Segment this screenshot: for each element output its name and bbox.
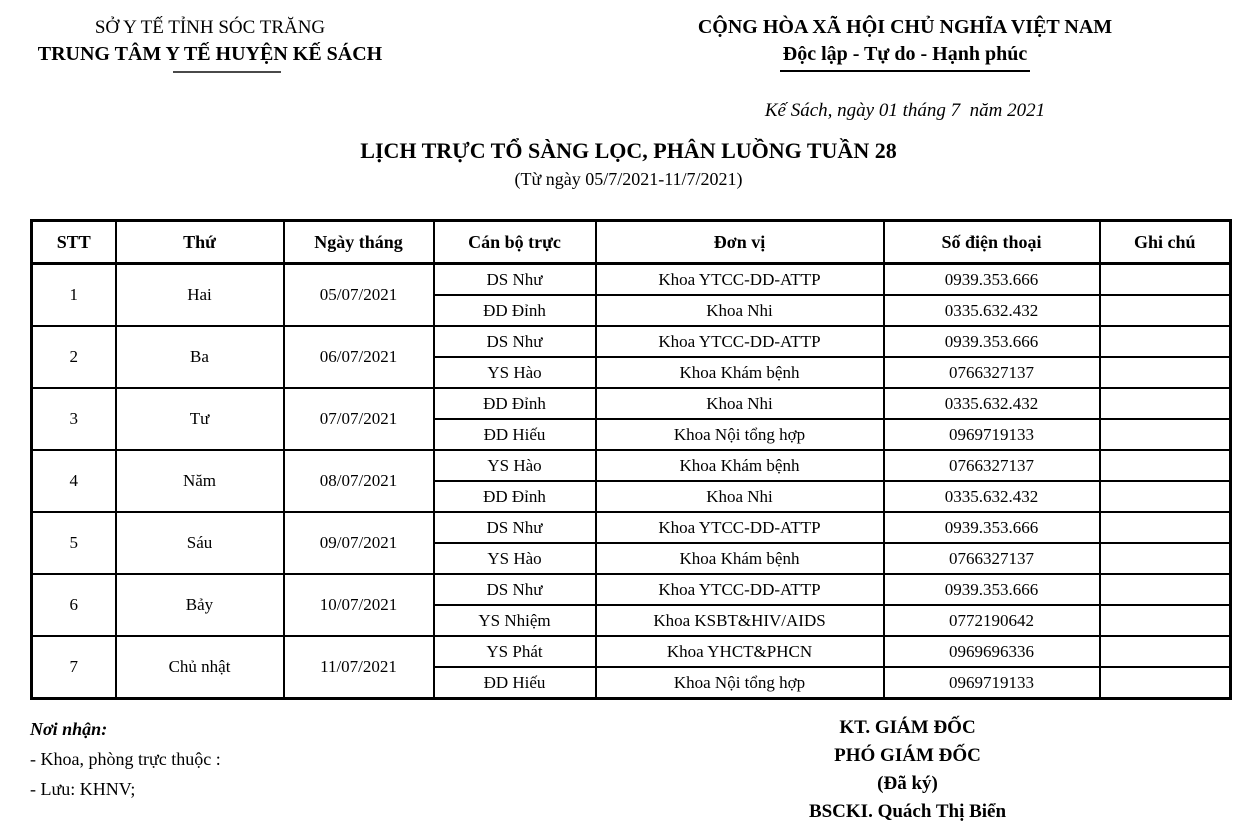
phone-cell: 0939.353.666 [884,512,1100,543]
staff-cell: YS Phát [434,636,596,667]
unit-cell: Khoa Nội tổng hợp [596,419,884,450]
schedule-table-body [32,264,1231,699]
phone-cell: 0969719133 [884,667,1100,699]
weekday-cell: Bảy [116,574,284,636]
phone-cell: 0939.353.666 [884,574,1100,605]
note-cell [1100,264,1231,296]
staff-cell: YS Hào [434,543,596,574]
staff-cell: ĐD Đỉnh [434,295,596,326]
unit-cell: Khoa YTCC-DD-ATTP [596,574,884,605]
signature-position: PHÓ GIÁM ĐỐC [834,745,981,766]
table-row [32,388,1231,419]
weekday-cell: Sáu [116,512,284,574]
note-cell [1100,512,1231,543]
signature-signed-note: (Đã ký) [877,773,938,794]
phone-cell: 0766327137 [884,543,1100,574]
date-cell: 07/07/2021 [284,388,434,450]
place-date-line: Kế Sách, ngày 01 tháng 7 năm 2021 [764,100,1046,121]
phone-cell: 0969696336 [884,636,1100,667]
unit-cell: Khoa KSBT&HIV/AIDS [596,605,884,636]
date-cell: 09/07/2021 [284,512,434,574]
table-row [32,574,1231,605]
recipients-heading: Nơi nhận: [30,719,108,739]
table-row [32,326,1231,357]
weekday-cell: Chủ nhật [116,636,284,699]
header-phone: Số điện thoại [884,221,1100,264]
note-cell [1100,543,1231,574]
note-cell [1100,388,1231,419]
document-title: LỊCH TRỰC TỔ SÀNG LỌC, PHÂN LUỒNG TUẦN 28 [360,138,897,163]
unit-cell: Khoa Khám bệnh [596,357,884,388]
note-cell [1100,574,1231,605]
unit-cell: Khoa YTCC-DD-ATTP [596,512,884,543]
date-cell: 06/07/2021 [284,326,434,388]
note-cell [1100,481,1231,512]
unit-cell: Khoa Nội tổng hợp [596,667,884,699]
note-cell [1100,636,1231,667]
phone-cell: 0335.632.432 [884,481,1100,512]
note-cell [1100,326,1231,357]
staff-cell: DS Như [434,574,596,605]
staff-cell: ĐD Đỉnh [434,481,596,512]
title-block [0,138,1257,191]
phone-cell: 0939.353.666 [884,326,1100,357]
org-underline [173,71,281,73]
unit-cell: Khoa Nhi [596,295,884,326]
phone-cell: 0939.353.666 [884,264,1100,296]
schedule-table-wrap [30,219,1232,700]
note-cell [1100,605,1231,636]
org-parent-name: SỞ Y TẾ TỈNH SÓC TRĂNG [94,17,326,38]
staff-cell: ĐD Hiếu [434,667,596,699]
unit-cell: Khoa YTCC-DD-ATTP [596,264,884,296]
motto-line: Độc lập - Tự do - Hạnh phúc [782,43,1028,65]
recipients-line: - Lưu: KHNV; [30,779,136,799]
staff-cell: DS Như [434,264,596,296]
unit-cell: Khoa Nhi [596,481,884,512]
header-note: Ghi chú [1100,221,1231,264]
table-row [32,264,1231,296]
date-cell: 08/07/2021 [284,450,434,512]
unit-cell: Khoa YHCT&PHCN [596,636,884,667]
signature-authority: KT. GIÁM ĐỐC [839,717,976,738]
document-subtitle: (Từ ngày 05/7/2021-11/7/2021) [514,169,743,189]
unit-cell: Khoa YTCC-DD-ATTP [596,326,884,357]
date-cell: 05/07/2021 [284,264,434,327]
country-line: CỘNG HÒA XÃ HỘI CHỦ NGHĨA VIỆT NAM [697,16,1113,38]
staff-cell: DS Như [434,326,596,357]
header-date: Ngày tháng [284,221,434,264]
phone-cell: 0335.632.432 [884,295,1100,326]
weekday-cell: Tư [116,388,284,450]
note-cell [1100,667,1231,699]
note-cell [1100,357,1231,388]
note-cell [1100,419,1231,450]
recipients-line: - Khoa, phòng trực thuộc : [30,749,221,769]
phone-cell: 0772190642 [884,605,1100,636]
stt-cell: 7 [32,636,116,699]
stt-cell: 1 [32,264,116,327]
note-cell [1100,450,1231,481]
header-stt: STT [32,221,116,264]
date-cell: 11/07/2021 [284,636,434,699]
date-cell: 10/07/2021 [284,574,434,636]
header-staff: Cán bộ trực [434,221,596,264]
staff-cell: YS Hào [434,450,596,481]
table-header-row [32,221,1231,264]
recipients-block [30,714,221,804]
phone-cell: 0766327137 [884,357,1100,388]
phone-cell: 0335.632.432 [884,388,1100,419]
signature-signer: BSCKI. Quách Thị Biển [808,801,1007,822]
org-name: TRUNG TÂM Y TẾ HUYỆN KẾ SÁCH [37,43,383,65]
stt-cell: 2 [32,326,116,388]
header-weekday: Thứ [116,221,284,264]
staff-cell: YS Nhiệm [434,605,596,636]
phone-cell: 0766327137 [884,450,1100,481]
staff-cell: DS Như [434,512,596,543]
table-row [32,450,1231,481]
staff-cell: ĐD Hiếu [434,419,596,450]
table-row [32,636,1231,667]
weekday-cell: Ba [116,326,284,388]
national-header-block [680,14,1130,72]
staff-cell: YS Hào [434,357,596,388]
motto-underline [780,70,1030,72]
weekday-cell: Năm [116,450,284,512]
signature-block [690,714,1125,826]
schedule-table [30,219,1232,700]
weekday-cell: Hai [116,264,284,327]
staff-cell: ĐD Đỉnh [434,388,596,419]
stt-cell: 6 [32,574,116,636]
stt-cell: 5 [32,512,116,574]
stt-cell: 4 [32,450,116,512]
stt-cell: 3 [32,388,116,450]
unit-cell: Khoa Khám bệnh [596,450,884,481]
org-header-block [10,14,410,73]
unit-cell: Khoa Nhi [596,388,884,419]
header-unit: Đơn vị [596,221,884,264]
note-cell [1100,295,1231,326]
table-row [32,512,1231,543]
phone-cell: 0969719133 [884,419,1100,450]
unit-cell: Khoa Khám bệnh [596,543,884,574]
